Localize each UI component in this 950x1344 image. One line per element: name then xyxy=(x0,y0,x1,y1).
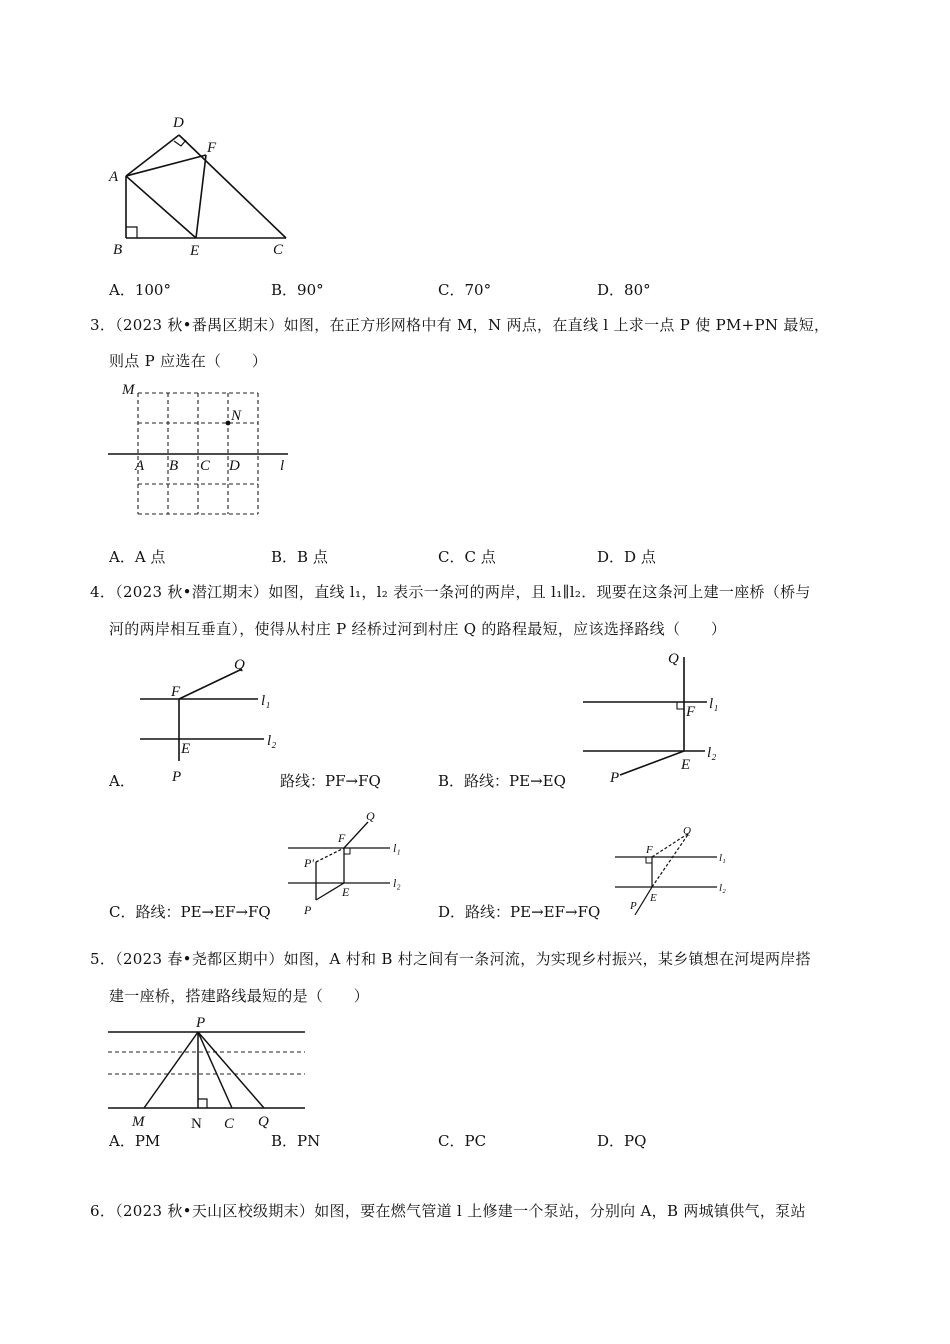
q4a-label-e: E xyxy=(181,741,191,757)
q4c-label-e: E xyxy=(342,885,350,899)
q4d-label-f: F xyxy=(646,844,653,856)
q4b-label-e: E xyxy=(681,757,691,773)
q4-figure-c xyxy=(280,805,420,920)
q5-label-q: Q xyxy=(258,1114,269,1130)
q4-option-c[interactable]: C．路线：PE→EF→FQ xyxy=(109,903,271,921)
q3-option-a[interactable]: A．A 点 xyxy=(109,548,166,566)
q4b-label-p: P xyxy=(610,770,620,786)
q2-label-b: B xyxy=(113,242,123,258)
q4-option-d[interactable]: D．路线：PE→EF→FQ xyxy=(438,903,601,921)
q2-option-a[interactable]: A．100° xyxy=(109,281,171,299)
q4d-label-l2: l₂ xyxy=(719,882,726,894)
q2-label-a: A xyxy=(109,169,119,185)
q4c-label-l2: l₂ xyxy=(393,876,401,890)
q4-option-a-route[interactable]: 路线：PF→FQ xyxy=(280,772,381,790)
q3-stem-line1: 3．（2023 秋•番禺区期末）如图，在正方形网格中有 M，N 两点，在直线 l 上求一点 P 使 PM+PN 最短， xyxy=(90,316,830,334)
q2-option-d[interactable]: D．80° xyxy=(597,281,651,299)
q4-stem-line1: 4．（2023 秋•潜江期末）如图，直线 l₁，l₂ 表示一条河的两岸，且 l₁∥l₂．现要在这条河上建一座桥（桥与 xyxy=(90,583,811,601)
q2-label-f: F xyxy=(207,140,217,156)
q4d-label-p: P xyxy=(630,900,637,912)
q3-label-m: M xyxy=(122,382,135,398)
q2-option-c[interactable]: C．70° xyxy=(438,281,492,299)
q3-label-d: D xyxy=(229,458,240,474)
q2-option-b[interactable]: B．90° xyxy=(271,281,324,299)
q4-figure-d xyxy=(605,820,745,920)
q4-figure-a xyxy=(130,648,290,788)
q2-label-d: D xyxy=(173,115,184,131)
q4c-label-pprime: P′ xyxy=(304,856,314,870)
q4c-label-p: P xyxy=(304,903,312,917)
q3-label-a: A xyxy=(135,458,145,474)
q5-river-figure xyxy=(100,1010,315,1132)
q3-label-n: N xyxy=(231,408,242,424)
q3-label-l: l xyxy=(280,458,285,474)
q4b-label-q: Q xyxy=(668,651,679,667)
q4b-label-l1: l₁ xyxy=(709,696,719,712)
q5-label-c: C xyxy=(224,1116,235,1132)
q4c-label-q: Q xyxy=(366,809,375,823)
q4d-label-q: Q xyxy=(683,825,691,837)
q4a-label-p: P xyxy=(172,769,182,785)
q3-stem-line2: 则点 P 应选在（ ） xyxy=(109,352,268,370)
q3-option-b[interactable]: B．B 点 xyxy=(271,548,328,566)
q5-option-c[interactable]: C．PC xyxy=(438,1132,487,1150)
q4-figure-b xyxy=(575,645,735,790)
q4c-label-f: F xyxy=(338,831,346,845)
q4-option-b[interactable]: B．路线：PE→EQ xyxy=(438,772,566,790)
q5-stem-line1: 5．（2023 春•尧都区期中）如图，A 村和 B 村之间有一条河流，为实现乡村振兴，某乡镇想在河堤两岸搭 xyxy=(90,950,811,968)
q4a-label-l2: l₂ xyxy=(267,733,277,749)
q4a-label-l1: l₁ xyxy=(261,693,271,709)
q5-option-b[interactable]: B．PN xyxy=(271,1132,321,1150)
q5-label-p: P xyxy=(196,1015,206,1031)
q3-option-c[interactable]: C．C 点 xyxy=(438,548,496,566)
q4a-label-f: F xyxy=(171,684,181,700)
q2-triangle-figure xyxy=(100,110,300,260)
q2-label-e: E xyxy=(190,243,200,259)
q5-option-d[interactable]: D．PQ xyxy=(597,1132,647,1150)
q2-label-c: C xyxy=(273,242,284,258)
q5-stem-line2: 建一座桥，搭建路线最短的是（ ） xyxy=(109,987,370,1005)
q4d-label-l1: l₁ xyxy=(719,852,726,864)
q4c-label-l1: l₁ xyxy=(393,841,401,855)
q4b-label-f: F xyxy=(686,704,696,720)
q4-stem-line2: 河的两岸相互垂直），使得从村庄 P 经桥过河到村庄 Q 的路程最短，应该选择路线（ ） xyxy=(109,620,727,638)
q4b-label-l2: l₂ xyxy=(707,745,717,761)
q3-label-c: C xyxy=(200,458,211,474)
q4d-label-e: E xyxy=(650,892,657,904)
q4a-label-q: Q xyxy=(234,657,245,673)
q6-stem-line1: 6．（2023 秋•天山区校级期末）如图，要在燃气管道 l 上修建一个泵站，分别向 A，B 两城镇供气，泵站 xyxy=(90,1202,806,1220)
q5-label-m: M xyxy=(132,1114,145,1130)
q3-option-d[interactable]: D．D 点 xyxy=(597,548,656,566)
q5-label-n: N xyxy=(191,1116,202,1132)
q3-grid-figure xyxy=(100,376,310,521)
q4-option-a-letter[interactable]: A． xyxy=(109,772,135,790)
q3-label-b: B xyxy=(169,458,179,474)
q5-option-a[interactable]: A．PM xyxy=(109,1132,161,1150)
